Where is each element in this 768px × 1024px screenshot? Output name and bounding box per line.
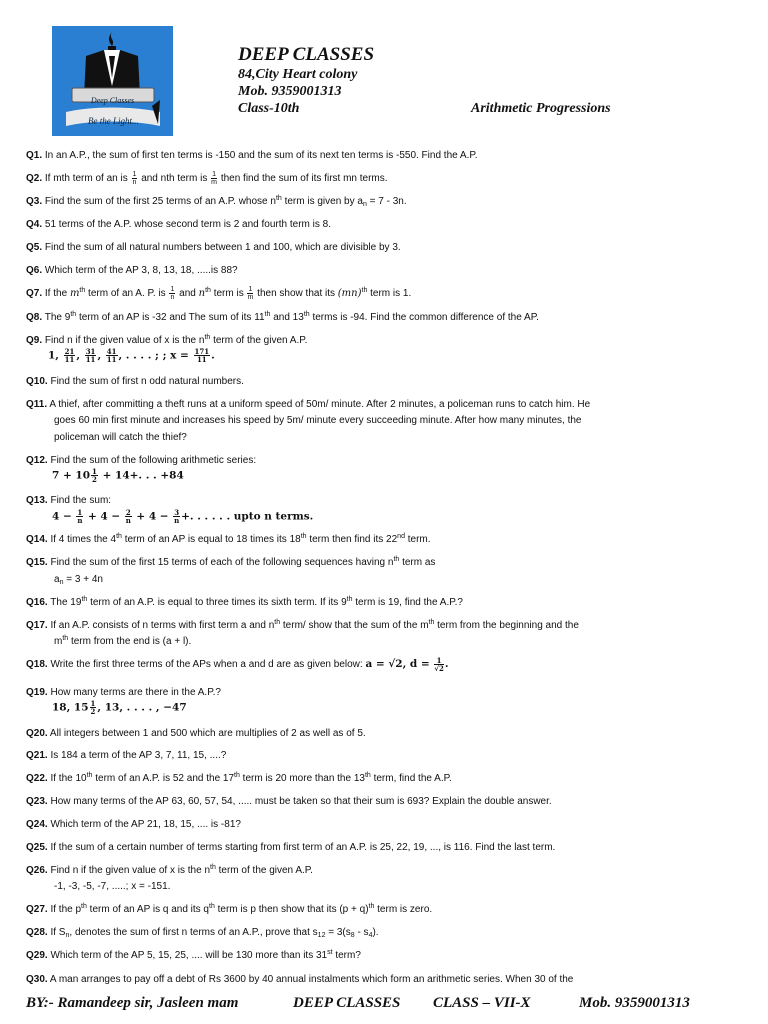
question-text: term is 19, find the A.P.?	[355, 597, 463, 608]
question-text: If S	[50, 927, 66, 938]
question-number: Q17.	[26, 620, 48, 631]
question-number: Q27.	[26, 904, 48, 915]
question-text: The 9	[44, 312, 71, 323]
page-footer	[0, 995, 768, 1015]
fraction: $\frac{1}{m}$	[211, 170, 217, 186]
deep-classes-logo	[52, 26, 173, 136]
question-14: Q14. If 4 times the 4th term of an AP is equal to 18 times its 18th term then find its 22nd term.	[26, 533, 431, 545]
question-text: term then find its 22	[309, 534, 398, 545]
question-26-line-2: -1, -3, -5, -7, .....; x = -151.	[54, 881, 171, 892]
question-text: If the p	[50, 904, 82, 915]
question-text: Which term of the AP 5, 15, 25, .... will be 130 more than its 31	[50, 950, 328, 961]
question-number: Q5.	[26, 242, 43, 253]
question-number: Q24.	[26, 819, 48, 830]
question-number: Q12.	[26, 455, 48, 466]
question-28: Q28. If $S_n$, denotes the sum of first n terms of an A.P., prove that $s_{12} = 3(s_8 - s_4)$.	[26, 927, 379, 939]
question-text: = 7 - 3n.	[369, 196, 407, 207]
fraction: $\frac{31}{11}$	[85, 347, 96, 364]
fraction: $\frac{3}{n}$	[174, 508, 180, 525]
question-text: In an A.P., the sum of first ten terms is -150 and the sum of its next ten terms is -550. Find the A.P.	[44, 150, 478, 161]
question-text: Find n if the given value of x is the n	[50, 865, 211, 876]
question-text: Find the sum:	[50, 495, 112, 506]
question-number: Q13.	[26, 495, 48, 506]
question-number: Q4.	[26, 219, 43, 230]
question-12-math: 7 + 10 $\frac{1}{2}$ + 14+. . . +84	[52, 467, 184, 484]
question-25	[26, 839, 736, 856]
question-2	[26, 170, 736, 187]
question-number: Q10.	[26, 376, 48, 387]
question-number: Q15.	[26, 557, 48, 568]
question-20	[26, 725, 736, 742]
question-11	[26, 396, 736, 413]
question-text: term of an A.P. is equal to three times its sixth term. If its 9	[90, 597, 347, 608]
question-text: Find the sum of the following arithmetic series:	[50, 455, 257, 466]
question-number: Q25.	[26, 842, 48, 853]
question-text: term of the given A.P.	[213, 335, 308, 346]
question-19-math: 18, 15 $\frac{1}{2}$ , 13, . . . . , −47	[52, 699, 187, 716]
question-number: Q19.	[26, 687, 48, 698]
question-17: Q17. If an A.P. consists of n terms with first term a and $n^{th}$ term/ show that the sum of the $m^{th}$ term from the beginning and the	[26, 619, 579, 631]
question-text: = 3(s	[328, 927, 351, 938]
question-27: Q27. If the $p^{th}$ term of an AP is q and its $q^{th}$ term is p then show that its $(p + q)^{th}$ term is zero.	[26, 903, 433, 915]
question-text: term, find the A.P.	[373, 773, 452, 784]
question-text: Find the sum of all natural numbers between 1 and 100, which are divisible by 3.	[44, 242, 401, 253]
question-text: term of an A.P. is 52 and the 17	[95, 773, 235, 784]
question-text: A man arranges to pay off a debt of Rs 3600 by 40 annual instalments which form an arithmetic series. When 30 of the	[49, 974, 574, 985]
question-text: term.	[407, 534, 431, 545]
question-30	[26, 971, 736, 988]
question-text: How many terms are there in the A.P.?	[50, 687, 221, 698]
question-text: A thief, after committing a theft runs at a uniform speed of 50m/ minute. After 2 minutes, a policeman runs to catch him. He	[49, 399, 591, 410]
question-text: term is 1.	[370, 288, 412, 299]
footer-brand: DEEP CLASSES	[293, 995, 401, 1011]
question-9-math: 1, $\frac{21}{11}$ , $\frac{31}{11}$ , $\frac{41}{11}$ , . . . . ; ; x = $\frac{171}{11}$ .	[48, 347, 215, 364]
question-text: , denotes the sum of first n terms of an A.P., prove that s	[69, 927, 318, 938]
question-text: Which term of the AP 21, 18, 15, .... is -81?	[50, 819, 241, 830]
question-text: All integers between 1 and 500 which are multiplies of 2 as well as of 5.	[49, 728, 366, 739]
question-text: term is 20 more than the 13	[242, 773, 365, 784]
question-10	[26, 373, 736, 390]
question-number: Q26.	[26, 865, 48, 876]
mobile-line: Mob. 9359001313	[238, 84, 342, 99]
question-text: terms is -94. Find the common difference of the AP.	[312, 312, 539, 323]
question-24	[26, 816, 736, 833]
question-text: Find the sum of the first 15 terms of each of the following sequences having n	[50, 557, 394, 568]
question-text: If mth term of an is	[44, 173, 128, 184]
fraction: $\frac{1}{2}$	[92, 467, 97, 484]
question-text: Write the first three terms of the APs when a and d are as given below:	[50, 659, 363, 670]
question-15: Q15. Find the sum of the first 15 terms of each of the following sequences having $n^{th}$ term as	[26, 556, 436, 568]
fraction: $\frac{1}{n}$	[170, 285, 175, 301]
question-text: If 4 times the 4	[50, 534, 117, 545]
fraction: $\frac{1}{n}$	[132, 170, 137, 186]
question-text: If an A.P. consists of n terms with first term a and n	[50, 620, 275, 631]
footer-authors: BY:- Ramandeep sir, Jasleen mam	[26, 995, 239, 1011]
question-text: 51 terms of the A.P. whose second term is 2 and fourth term is 8.	[44, 219, 331, 230]
question-6	[26, 262, 736, 279]
question-text: Which term of the AP 3, 8, 13, 18, .....is 88?	[44, 265, 238, 276]
question-15-line-2: $a_n = 3 + 4n$	[54, 574, 103, 586]
question-23	[26, 793, 736, 810]
question-29: Q29. Which term of the AP 5, 15, 25, .... will be 130 more than its 31st term?	[26, 949, 361, 961]
question-11-line-2: goes 60 min first minute and increases his speed by 5m/ minute every succeeding minute. After how many minutes, the	[54, 415, 582, 426]
question-text: term of an AP is -32 and The sum of its 11	[78, 312, 265, 323]
question-number: Q7.	[26, 288, 43, 299]
question-text: term is	[213, 288, 244, 299]
logo-bottom-text: Be the Light...	[88, 116, 139, 126]
fraction: $\frac{21}{11}$	[64, 347, 75, 364]
question-text: term of an A. P. is	[88, 288, 166, 299]
question-text: term is p then show that its (p + q)	[217, 904, 369, 915]
question-text: Find the sum of first n odd natural numbers.	[50, 376, 244, 387]
question-19	[26, 684, 736, 701]
fraction: $\frac{2}{n}$	[125, 508, 131, 525]
question-number: Q11.	[26, 399, 48, 410]
question-number: Q8.	[26, 312, 43, 323]
question-text: term from the beginning and the	[437, 620, 579, 631]
question-number: Q14.	[26, 534, 48, 545]
question-text: term is zero.	[377, 904, 433, 915]
question-text: term of the given A.P.	[218, 865, 313, 876]
question-text: Is 184 a term of the AP 3, 7, 11, 15, ....?	[50, 750, 227, 761]
question-number: Q22.	[26, 773, 48, 784]
fraction: $\frac{1}{2}$	[90, 699, 96, 716]
question-number: Q3.	[26, 196, 43, 207]
question-5	[26, 239, 736, 256]
question-number: Q9.	[26, 335, 43, 346]
question-text: Find n if the given value of x is the n	[44, 335, 205, 346]
question-text: and nth term is	[141, 173, 208, 184]
question-number: Q28.	[26, 927, 48, 938]
question-text: and 13	[273, 312, 304, 323]
fraction: $\frac{1}{m}$	[247, 285, 254, 301]
question-text: then find the sum of its first mn terms.	[220, 173, 388, 184]
question-9: Q9. Find n if the given value of x is the $n^{th}$ term of the given A.P.	[26, 334, 308, 346]
question-22: Q22. If the 10th term of an A.P. is 52 and the 17th term is 20 more than the 13th term, find the A.P.	[26, 772, 452, 784]
topic-label: Arithmetic Progressions	[471, 101, 611, 116]
question-text: term is given by a	[284, 196, 363, 207]
question-text: How many terms of the AP 63, 60, 57, 54, ..... must be taken so that their sum is 693? Explain the double answer.	[50, 796, 552, 807]
question-1	[26, 147, 736, 164]
fraction: $\frac{41}{11}$	[106, 347, 117, 364]
question-4	[26, 216, 736, 233]
question-text: ).	[372, 927, 379, 938]
fraction: $\frac{1}{n}$	[77, 508, 83, 525]
question-text: If the sum of a certain number of terms starting from first term of an A.P. is 25, 22, 19, ..., is 116. Find the last term.	[50, 842, 556, 853]
question-17-line-2: $m^{th}$ term from the end is (a + l).	[54, 635, 192, 647]
question-number: Q18.	[26, 659, 48, 670]
logo-top-text: Deep Classes	[90, 96, 135, 105]
question-text: term as	[402, 557, 436, 568]
question-number: Q21.	[26, 750, 48, 761]
question-13	[26, 492, 736, 509]
question-number: Q2.	[26, 173, 43, 184]
fraction: $\frac{1}{√2}$	[434, 655, 444, 673]
question-3: Q3. Find the sum of the first 25 terms of an A.P. whose $n^{th}$ term is given by $a_n = 7 - 3n$.	[26, 195, 407, 208]
question-26: Q26. Find n if the given value of x is the $n^{th}$ term of the given A.P.	[26, 864, 313, 876]
address-line: 84,City Heart colony	[238, 67, 358, 82]
question-number: Q29.	[26, 950, 48, 961]
question-18: Q18. Write the first three terms of the APs when a and d are as given below: a = √2, d = $\frac{1}{√2}$ .	[26, 655, 449, 673]
question-text: If the	[44, 288, 68, 299]
question-8: Q8. The 9th term of an AP is -32 and The sum of its 11th and 13th terms is -94. Find the common difference of the AP.	[26, 311, 539, 323]
question-number: Q30.	[26, 974, 48, 985]
question-number: Q6.	[26, 265, 43, 276]
fraction: $\frac{171}{11}$	[194, 347, 210, 364]
question-number: Q20.	[26, 728, 48, 739]
question-11-line-3: policeman will catch the thief?	[54, 432, 187, 443]
question-text: term?	[335, 950, 361, 961]
question-number: Q23.	[26, 796, 48, 807]
question-12	[26, 452, 736, 469]
question-text: The 19	[50, 597, 82, 608]
question-21	[26, 747, 736, 764]
question-text: then show that its	[257, 288, 335, 299]
question-text: term/ show that the sum of the m	[282, 620, 429, 631]
question-13-math: 4 − $\frac{1}{n}$ + 4 − $\frac{2}{n}$ + 4 − $\frac{3}{n}$ +. . . . . . upto n terms.	[52, 508, 314, 525]
question-text: - s	[357, 927, 369, 938]
question-number: Q16.	[26, 597, 48, 608]
page-title: DEEP CLASSES	[238, 44, 375, 65]
footer-classes: CLASS – VII-X	[433, 995, 531, 1011]
question-number: Q1.	[26, 150, 43, 161]
question-text: and	[179, 288, 196, 299]
question-text: If the 10	[50, 773, 87, 784]
class-label: Class-10th	[238, 101, 300, 116]
footer-mobile: Mob. 9359001313	[579, 995, 690, 1011]
question-text: term of an AP is q and its q	[89, 904, 209, 915]
question-text: term of an AP is equal to 18 times its 18	[124, 534, 301, 545]
question-7: Q7. If the $m^{th}$ term of an A. P. is $\frac{1}{n}$ and $n^{th}$ term is $\frac{1}{m}$ then show that its (mn)$^{th}$ term is 1.	[26, 285, 412, 301]
question-16: Q16. The 19th term of an A.P. is equal to three times its sixth term. If its 9th term is 19, find the A.P.?	[26, 596, 463, 608]
question-text: Find the sum of the first 25 terms of an A.P. whose n	[44, 196, 276, 207]
